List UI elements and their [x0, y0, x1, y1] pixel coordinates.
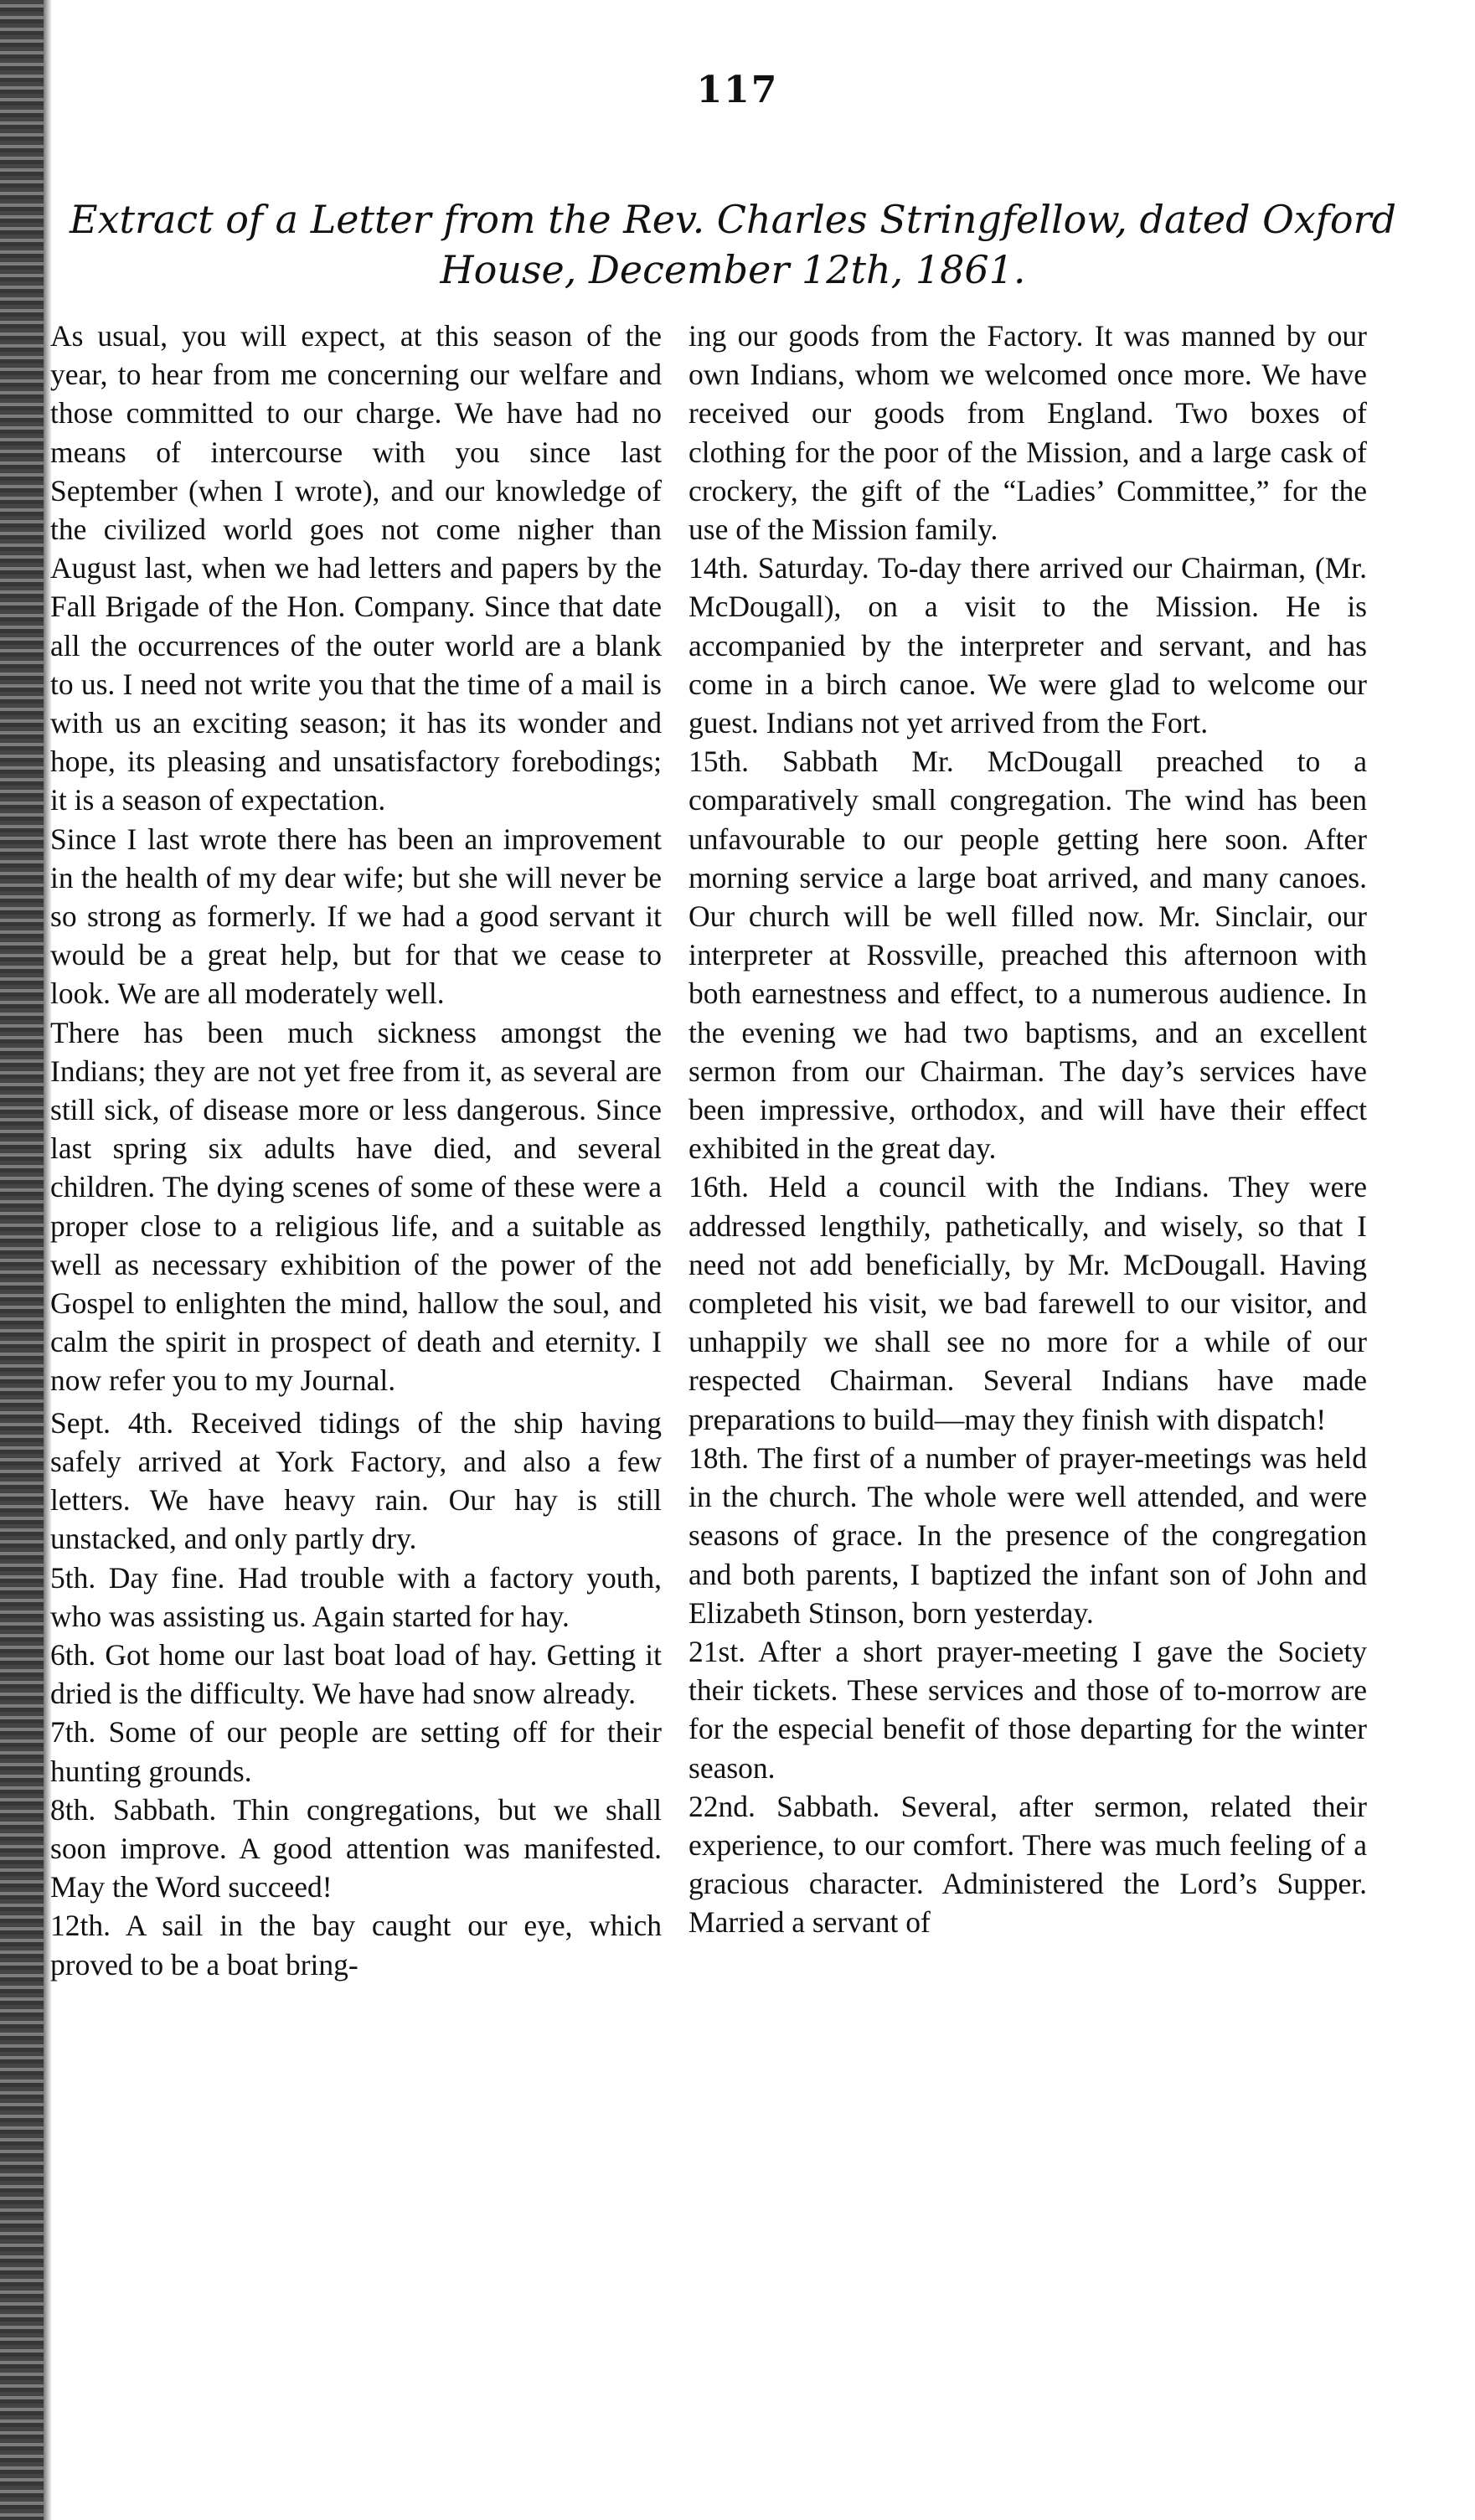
- paragraph: 22nd. Sabbath. Several, after sermon, related their experience, to our comfort. There was much feeling of a gracious character. Administered the Lord’s Supper. Married a servant of: [689, 1789, 1367, 1940]
- paragraph: 7th. Some of our people are setting off for their hunting grounds.: [50, 1715, 662, 1788]
- paragraph: 15th. Sabbath Mr. McDougall preached to a comparatively small congregation. The wind has been unfavourable to our people getting here soon. After morning service a large boat arrived, and many canoes. Our church will be well filled now. Mr. Sinclair, our interpreter at Rossville, preached this afternoon with both earnestness and effect, to a numerous audience. In the evening we had two baptisms, and an excellent sermon from our Chairman. The day’s services have been impressive, orthodox, and will have their effect exhibited in the great day.: [689, 745, 1367, 1166]
- paragraph: 16th. Held a council with the Indians. They were addressed lengthily, pathetically, and wisely, so that I need not add beneficially, by Mr. McDougall. Having completed his visit, we bad farewell to our visitor, and unhappily we shall see no more for a while of our respected Chairman. Several Indians have made preparations to build—may they finish with dispatch!: [689, 1170, 1367, 1436]
- book-binding-edge: [0, 0, 44, 2520]
- right-column: [689, 317, 1367, 1942]
- paragraph: 12th. A sail in the bay caught our eye, which proved to be a boat bring-: [50, 1909, 662, 1981]
- article-title: [34, 194, 1432, 295]
- paragraph: There has been much sickness amongst the Indians; they are not yet free from it, as several are still sick, of disease more or less dangerous. Since last spring six adults have died, and several children. The dying scenes of some of these were a proper close to a religious life, and a suitable as well as necessary exhibition of the power of the Gospel to enlighten the mind, hallow the soul, and calm the spirit in prospect of death and eternity. I now refer you to my Journal.: [50, 1015, 662, 1398]
- title-line-1: Extract of a Letter from the Rev. Charles Stringfellow, dated Oxford: [70, 197, 1396, 242]
- paragraph: As usual, you will expect, at this season of the year, to hear from me concerning our welfare and those committed to our charge. We have had no means of intercourse with you since last September (when I wrote), and our knowledge of the civilized world goes not come nigher than August last, when we had letters and papers by the Fall Brigade of the Hon. Company. Since that date all the occurrences of the outer world are a blank to us. I need not write you that the time of a mail is with us an exciting season; it has its wonder and hope, its pleasing and unsatisfactory forebodings; it is a season of expectation.: [50, 319, 662, 817]
- paragraph: Sept. 4th. Received tidings of the ship having safely arrived at York Factory, and also a few letters. We have heavy rain. Our hay is still unstacked, and only partly dry.: [50, 1405, 662, 1556]
- left-column: [50, 317, 662, 1984]
- paragraph: 14th. Saturday. To-day there arrived our Chairman, (Mr. McDougall), on a visit to the Mission. He is accompanied by the interpreter and servant, and has come in a birch canoe. We were glad to welcome our guest. Indians not yet arrived from the Fort.: [689, 551, 1367, 740]
- paragraph: 5th. Day fine. Had trouble with a factory youth, who was assisting us. Again started for hay.: [50, 1560, 662, 1633]
- title-line-2: House, December 12th, 1861.: [440, 247, 1026, 292]
- page-number: 117: [696, 69, 779, 111]
- paragraph: 21st. After a short prayer-meeting I gave the Society their tickets. These services and those of to-morrow are for the especial benefit of those departing for the winter season.: [689, 1634, 1367, 1785]
- paragraph: 6th. Got home our last boat load of hay. Getting it dried is the difficulty. We have had snow already.: [50, 1637, 662, 1711]
- paragraph: 8th. Sabbath. Thin congregations, but we shall soon improve. A good attention was manifested. May the Word succeed!: [50, 1792, 662, 1904]
- paragraph: ing our goods from the Factory. It was manned by our own Indians, whom we welcomed once more. We have received our goods from England. Two boxes of clothing for the poor of the Mission, and a large cask of crockery, the gift of the “Ladies’ Committee,” for the use of the Mission family.: [689, 319, 1367, 547]
- paragraph: Since I last wrote there has been an improvement in the health of my dear wife; but she will never be so strong as formerly. If we had a good servant it would be a great help, but for that we cease to look. We are all moderately well.: [50, 822, 662, 1011]
- paragraph: 18th. The first of a number of prayer-meetings was held in the church. The whole were well attended, and were seasons of grace. In the presence of the congregation and both parents, I baptized the infant son of John and Elizabeth Stinson, born yesterday.: [689, 1440, 1367, 1630]
